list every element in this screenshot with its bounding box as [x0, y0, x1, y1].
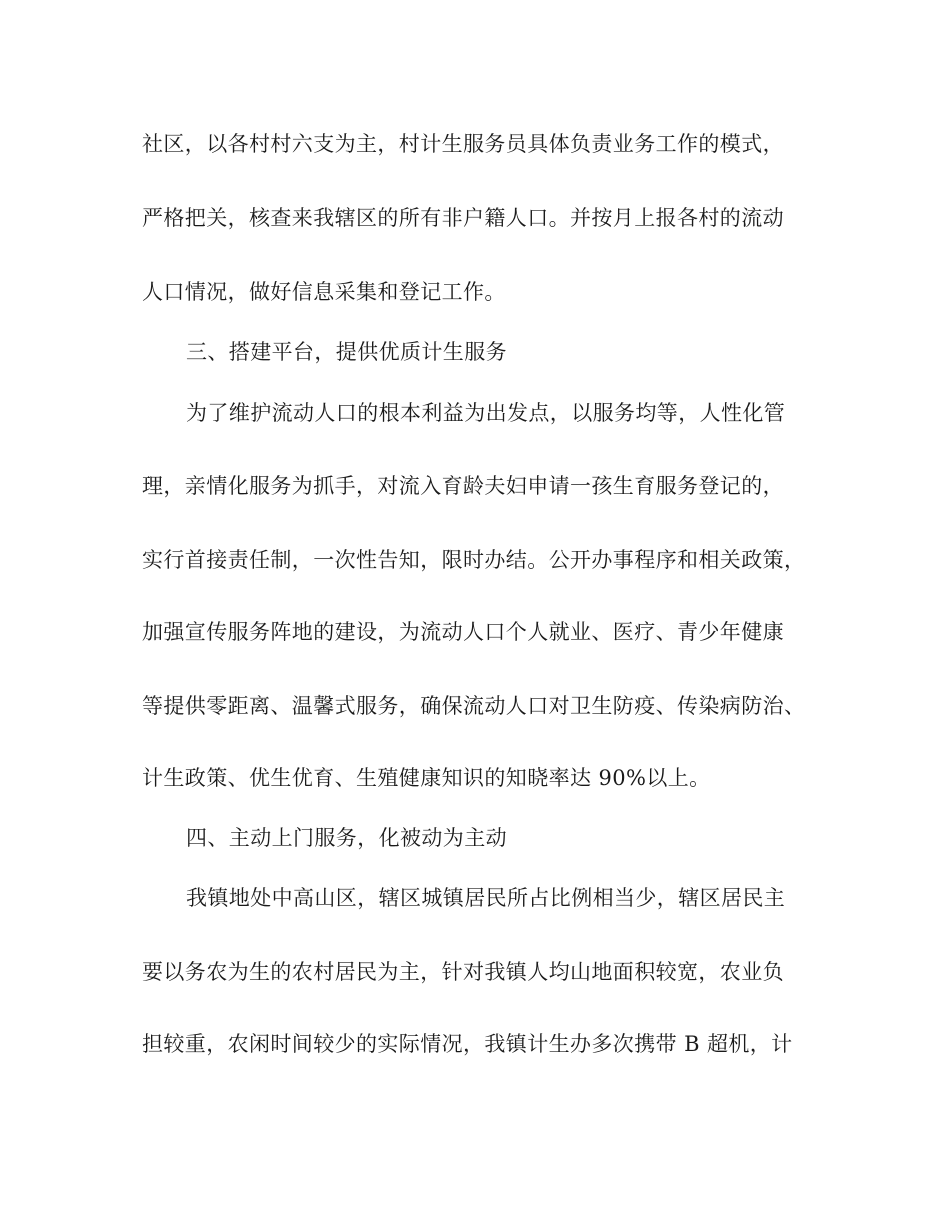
section-heading-4: 四、主动上门服务，化被动为主动 — [186, 826, 507, 850]
paragraph-line: 为了维护流动人口的根本利益为出发点，以服务均等，人性化管 — [186, 401, 786, 425]
paragraph-line: 要以务农为生的农村居民为主，针对我镇人均山地面积较宽，农业负 — [142, 960, 784, 984]
paragraph-line: 加强宣传服务阵地的建设，为流动人口个人就业、医疗、青少年健康 — [142, 620, 784, 644]
paragraph-line: 理，亲情化服务为抓手，对流入育龄夫妇申请一孩生育服务登记的， — [142, 474, 784, 498]
paragraph-line: 社区，以各村村六支为主，村计生服务员具体负责业务工作的模式， — [142, 132, 784, 156]
section-heading-3: 三、搭建平台，提供优质计生服务 — [186, 340, 507, 364]
paragraph-line: 实行首接责任制，一次性告知，限时办结。公开办事程序和相关政策， — [142, 548, 806, 572]
paragraph-line: 计生政策、优生优育、生殖健康知识的知晓率达 90%以上。 — [142, 766, 711, 790]
paragraph-line: 严格把关，核查来我辖区的所有非户籍人口。并按月上报各村的流动 — [142, 206, 784, 230]
paragraph-line: 等提供零距离、温馨式服务，确保流动人口对卫生防疫、传染病防治、 — [142, 694, 806, 718]
paragraph-line: 人口情况，做好信息采集和登记工作。 — [142, 280, 506, 304]
paragraph-line: 担较重，农闲时间较少的实际情况，我镇计生办多次携带 B 超机，计 — [142, 1032, 793, 1056]
paragraph-line: 我镇地处中高山区，辖区城镇居民所占比例相当少，辖区居民主 — [186, 886, 786, 910]
